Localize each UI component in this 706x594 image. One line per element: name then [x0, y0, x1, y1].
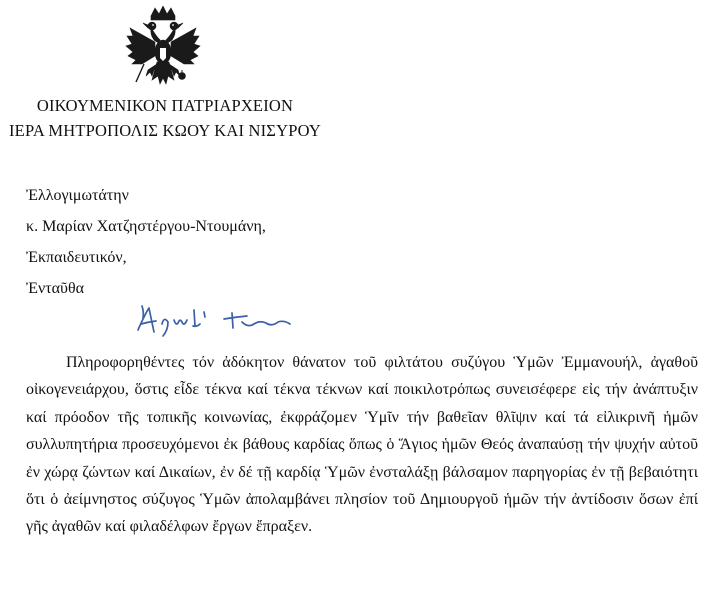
recipient-honorific: Ἐλλογιμωτάτην: [26, 187, 129, 204]
recipient-location: Ἐνταῦθα: [26, 280, 84, 297]
condolence-paragraph: Πληροφορηθέντες τόν ἀδόκητον θάνατον τοῦ φιλτάτου συζύγου Ὑμῶν Ἐμμανουήλ, ἀγαθοῦ οἰκογενειάρχου, ὅστις εἶδε τέκνα καί τέκνα τέκνων καί ποικιλοτρόπως συνεισέφερε εἰς τήν ἀνάπτυξιν καί πρόοδον τῆς τοπικῆς κοινωνίας, ἐκφράζομεν Ὑμῖν τήν βαθεῖαν θλῖψιν καί τά εἰλικρινῆ ἡμῶν συλλυπητήρια προσευχόμενοι ἐκ βάθους καρδίας ὅπως ὁ Ἅγιος ἡμῶν Θεός ἀναπαύσῃ τήν ψυχήν αὐτοῦ ἐν χώρᾳ ζώντων καί Δικαίων, ἐν δέ τῇ καρδίᾳ Ὑμῶν ἐνσταλάξῃ βάλσαμον παρηγορίας ἐν τῇ βεβαιότητι ὅτι ὁ ἀείμνηστος σύζυγος Ὑμῶν ἀπολαμβάνει πλησίον τοῦ Δημιουργοῦ ἡμῶν τήν ἀντίδοσιν ὅσων ἐπί γῆς ἀγαθῶν καί φιλαδέλφων ἔργων ἔπραξεν.: [26, 354, 698, 536]
double-headed-eagle-icon: [124, 6, 202, 88]
handwritten-salutation: [132, 300, 332, 340]
header-patriarchate: ΟΙΚΟΥΜΕΝΙΚΟΝ ΠΑΤΡΙΑΡΧΕΙΟΝ: [36, 96, 294, 115]
header-metropolis: ΙΕΡΑ ΜΗΤΡΟΠΟΛΙΣ ΚΩΟΥ ΚΑΙ ΝΙΣΥΡΟΥ: [8, 121, 322, 140]
recipient-profession: Ἐκπαιδευτικόν,: [26, 249, 127, 266]
recipient-name: κ. Μαρίαν Χατζηστέργου-Ντουμάνη,: [26, 218, 266, 235]
